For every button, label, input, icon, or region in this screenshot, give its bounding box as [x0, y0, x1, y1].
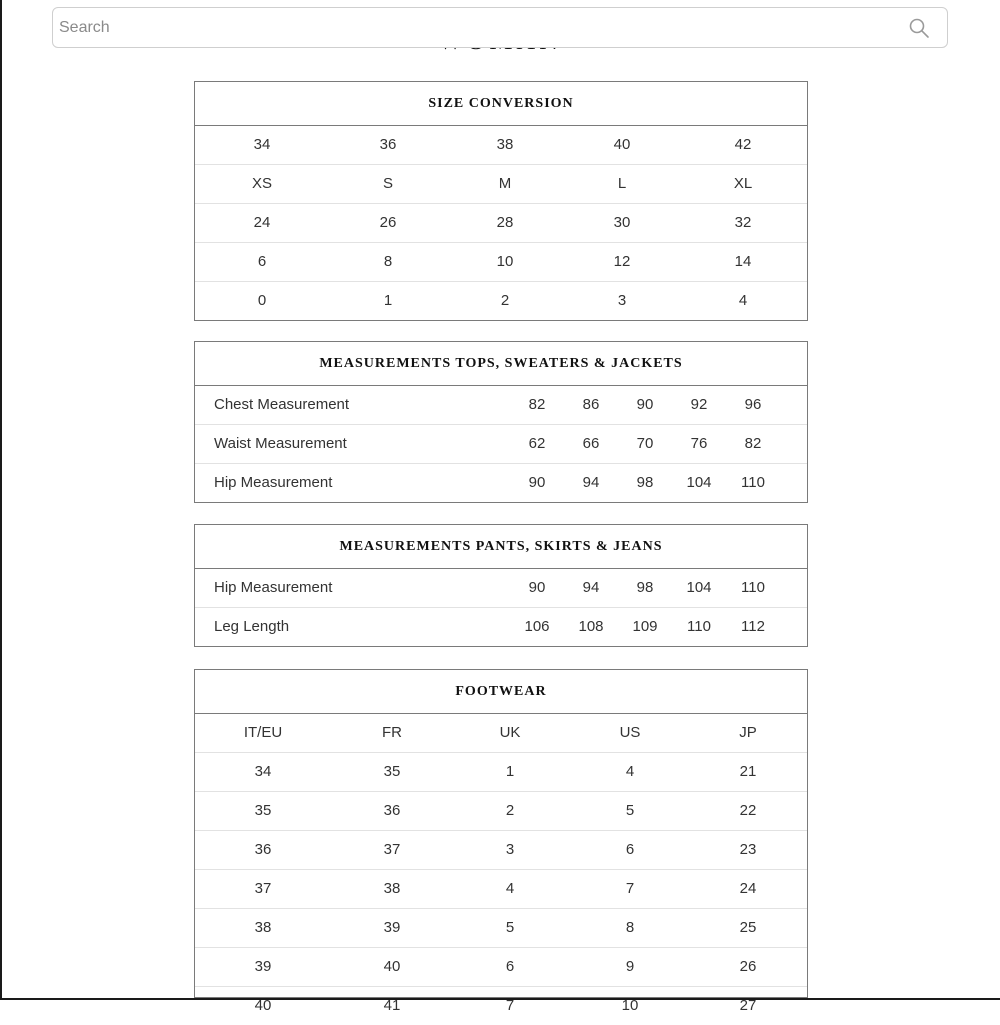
table-cell: 39 — [254, 958, 272, 975]
table-cell: 42 — [734, 136, 752, 153]
table-cell: 40 — [254, 997, 272, 1014]
table-cell: 21 — [739, 763, 757, 780]
table-cell: 6 — [505, 958, 515, 975]
table-cell: 82 — [528, 396, 546, 413]
search-icon[interactable] — [907, 16, 931, 40]
table-cell: 7 — [625, 880, 635, 897]
table-row — [195, 792, 807, 831]
table-cell: XL — [733, 175, 753, 192]
table-cell: 25 — [739, 919, 757, 936]
table-cell: 108 — [578, 618, 604, 635]
table-cell: 104 — [686, 474, 712, 491]
column-header: FR — [382, 724, 402, 741]
table-cell: L — [617, 175, 627, 192]
table-cell: 38 — [496, 136, 514, 153]
table-cell: 0 — [257, 292, 267, 309]
table-cell: 23 — [739, 841, 757, 858]
row-label: Chest Measurement — [214, 396, 350, 413]
table-row — [195, 126, 807, 165]
table-cell: 90 — [528, 579, 546, 596]
table-cell: 1 — [505, 763, 515, 780]
table-cell: 40 — [383, 958, 401, 975]
size-conversion-table — [194, 81, 808, 321]
table-row — [195, 425, 807, 464]
table-cell: 4 — [505, 880, 515, 897]
column-header: IT/EU — [243, 724, 283, 741]
table-cell: 4 — [625, 763, 635, 780]
table-cell: 5 — [625, 802, 635, 819]
table-cell: 112 — [741, 618, 765, 635]
table-cell: 10 — [496, 253, 514, 270]
table-cell: 36 — [254, 841, 272, 858]
table-cell: 24 — [739, 880, 757, 897]
table-cell: 35 — [254, 802, 272, 819]
row-label: Hip Measurement — [214, 579, 333, 596]
pants-measurements-title: MEASUREMENTS PANTS, SKIRTS & JEANS — [195, 525, 807, 569]
table-cell: 4 — [738, 292, 748, 309]
table-row — [195, 243, 807, 282]
table-cell: 110 — [741, 579, 765, 596]
page-left-border — [0, 0, 2, 1000]
table-cell: 30 — [613, 214, 631, 231]
table-cell: 37 — [254, 880, 272, 897]
table-cell: M — [498, 175, 512, 192]
table-cell: 34 — [253, 136, 271, 153]
table-cell: 104 — [686, 579, 712, 596]
table-cell: 106 — [524, 618, 550, 635]
table-cell: 8 — [383, 253, 393, 270]
row-label: Waist Measurement — [214, 435, 347, 452]
table-cell: 26 — [739, 958, 757, 975]
column-header: UK — [499, 724, 521, 741]
table-header-row — [195, 714, 807, 753]
table-cell: 3 — [617, 292, 627, 309]
table-row — [195, 831, 807, 870]
table-cell: 98 — [636, 579, 654, 596]
size-conversion-title: SIZE CONVERSION — [195, 82, 807, 126]
table-row — [195, 909, 807, 948]
table-row — [195, 165, 807, 204]
table-cell: XS — [251, 175, 273, 192]
table-row — [195, 569, 807, 608]
table-cell: 27 — [739, 997, 757, 1014]
table-cell: 110 — [687, 618, 711, 635]
table-cell: 41 — [383, 997, 401, 1014]
table-cell: 10 — [621, 997, 639, 1014]
table-cell: 26 — [379, 214, 397, 231]
table-cell: 109 — [632, 618, 658, 635]
table-cell: 1 — [383, 292, 393, 309]
table-cell: 76 — [690, 435, 708, 452]
tops-measurements-title: MEASUREMENTS TOPS, SWEATERS & JACKETS — [195, 342, 807, 386]
table-cell: 2 — [505, 802, 515, 819]
table-cell: 70 — [636, 435, 654, 452]
row-label: Leg Length — [214, 618, 290, 635]
table-cell: 98 — [636, 474, 654, 491]
table-cell: 3 — [505, 841, 515, 858]
footwear-table — [194, 669, 808, 1014]
search-bar[interactable] — [52, 7, 948, 48]
tops-measurements-table — [194, 341, 808, 503]
table-cell: 39 — [383, 919, 401, 936]
table-cell: 94 — [582, 579, 600, 596]
column-header: US — [619, 724, 641, 741]
table-cell: 86 — [582, 396, 600, 413]
table-row — [195, 204, 807, 243]
table-cell: 110 — [741, 474, 765, 491]
table-row — [195, 987, 807, 1025]
table-cell: 28 — [496, 214, 514, 231]
table-cell: 9 — [625, 958, 635, 975]
table-cell: 82 — [744, 435, 762, 452]
table-cell: 94 — [582, 474, 600, 491]
table-cell: 32 — [734, 214, 752, 231]
table-row — [195, 753, 807, 792]
table-cell: 36 — [379, 136, 397, 153]
table-cell: 8 — [625, 919, 635, 936]
table-cell: 5 — [505, 919, 515, 936]
table-cell: 37 — [383, 841, 401, 858]
table-row — [195, 386, 807, 425]
table-cell: 35 — [383, 763, 401, 780]
table-cell: 40 — [613, 136, 631, 153]
pants-measurements-table — [194, 524, 808, 647]
table-cell: 2 — [500, 292, 510, 309]
table-cell: 6 — [257, 253, 267, 270]
table-cell: 92 — [690, 396, 708, 413]
table-cell: 38 — [383, 880, 401, 897]
table-cell: 6 — [625, 841, 635, 858]
table-cell: 22 — [739, 802, 757, 819]
table-row — [195, 948, 807, 987]
table-row — [195, 608, 807, 646]
table-cell: 62 — [528, 435, 546, 452]
table-cell: 90 — [636, 396, 654, 413]
table-cell: 36 — [383, 802, 401, 819]
table-cell: 96 — [744, 396, 762, 413]
table-cell: 7 — [505, 997, 515, 1014]
table-cell: S — [382, 175, 394, 192]
table-cell: 24 — [253, 214, 271, 231]
footwear-title: FOOTWEAR — [195, 670, 807, 714]
table-cell: 66 — [582, 435, 600, 452]
table-row — [195, 282, 807, 320]
table-cell: 14 — [734, 253, 752, 270]
column-header: JP — [739, 724, 757, 741]
table-cell: 34 — [254, 763, 272, 780]
table-row — [195, 870, 807, 909]
search-input[interactable] — [53, 8, 907, 47]
table-row — [195, 464, 807, 502]
table-cell: 12 — [613, 253, 631, 270]
row-label: Hip Measurement — [214, 474, 333, 491]
table-cell: 90 — [528, 474, 546, 491]
table-cell: 38 — [254, 919, 272, 936]
